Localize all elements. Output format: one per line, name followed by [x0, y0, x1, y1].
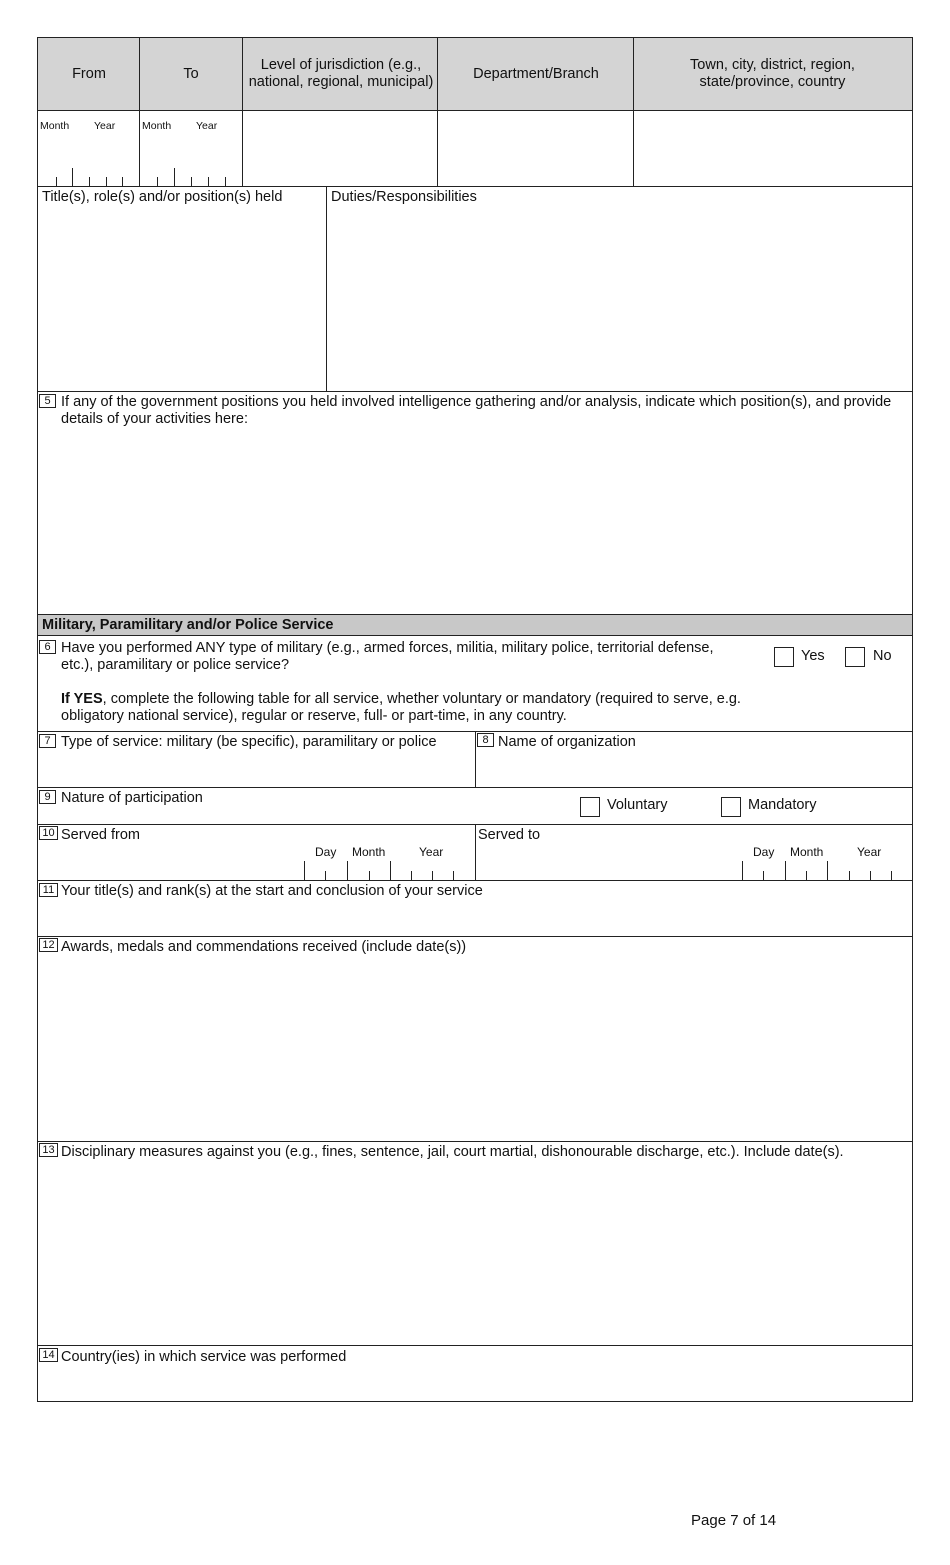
- jurisdiction-input[interactable]: [244, 112, 436, 185]
- header-department: Department/Branch: [473, 65, 599, 82]
- mandatory-label: Mandatory: [748, 797, 817, 813]
- header-from: From: [72, 65, 106, 82]
- q6-instructions-bold: If YES: [61, 691, 103, 707]
- q9-label: Nature of participation: [61, 790, 203, 806]
- served-from-day-label: Day: [315, 845, 337, 859]
- q14-label: Country(ies) in which service was performed: [61, 1349, 347, 1365]
- q12-input[interactable]: [39, 958, 911, 1140]
- q11-label: Your title(s) and rank(s) at the start and conclusion of your service: [61, 883, 483, 899]
- served-from-month-label: Month: [352, 845, 386, 859]
- department-input[interactable]: [439, 112, 632, 185]
- q14-input[interactable]: [39, 1368, 911, 1400]
- served-to-label: Served to: [478, 827, 541, 843]
- q6-yes-checkbox[interactable]: [774, 647, 794, 667]
- to-year-label: Year: [196, 120, 218, 132]
- mandatory-checkbox[interactable]: [721, 797, 741, 817]
- served-to-date-input[interactable]: [741, 860, 901, 880]
- q13-label: Disciplinary measures against you (e.g., fines, sentence, jail, court martial, dishonourable discharge, etc.). Include date(s).: [61, 1144, 844, 1160]
- q11-number: 11: [39, 883, 58, 897]
- voluntary-label: Voluntary: [607, 797, 668, 813]
- q8-number: 8: [477, 733, 494, 747]
- duties-input[interactable]: [328, 208, 910, 390]
- titles-label: Title(s), role(s) and/or position(s) held: [42, 189, 283, 205]
- q9-number: 9: [39, 790, 56, 804]
- from-month-label: Month: [40, 120, 70, 132]
- served-from-date-input[interactable]: [303, 860, 463, 880]
- q6-number: 6: [39, 640, 56, 654]
- to-month-label: Month: [142, 120, 172, 132]
- header-jurisdiction-level: Level of jurisdiction (e.g., national, regional, municipal): [248, 57, 434, 90]
- titles-input[interactable]: [39, 208, 324, 390]
- served-to-day-label: Day: [753, 845, 775, 859]
- q6-no-checkbox[interactable]: [845, 647, 865, 667]
- q6-no-label: No: [873, 648, 892, 664]
- served-from-label: Served from: [61, 827, 140, 843]
- q6-text: Have you performed ANY type of military (e.g., armed forces, militia, military police, territorial defense, etc.), paramilitary or police service?: [61, 640, 714, 673]
- q12-number: 12: [39, 938, 58, 952]
- served-to-year-label: Year: [857, 845, 882, 859]
- q11-input[interactable]: [39, 902, 911, 935]
- q6-instructions: [61, 691, 741, 725]
- q5-text: If any of the government positions you held involved intelligence gathering and/or analysis, indicate which position(s), and provide details of your activities here:: [61, 394, 892, 427]
- q7-number: 7: [39, 734, 56, 748]
- duties-label: Duties/Responsibilities: [331, 189, 477, 205]
- q7-label: Type of service: military (be specific), paramilitary or police: [61, 734, 437, 750]
- voluntary-checkbox[interactable]: [580, 797, 600, 817]
- q8-input[interactable]: [477, 752, 910, 786]
- q6-instructions-rest: , complete the following table for all service, whether voluntary or mandatory (required to serve, e.g. obligatory national service), regular or reserve, full- or part-time, in any country.: [61, 691, 741, 724]
- q10-number: 10: [39, 826, 58, 840]
- header-location: Town, city, district, region, state/province, country: [690, 57, 855, 90]
- served-to-month-label: Month: [790, 845, 824, 859]
- q5-input[interactable]: [39, 430, 911, 613]
- q13-input[interactable]: [39, 1163, 911, 1344]
- served-from-year-label: Year: [419, 845, 444, 859]
- q12-label: Awards, medals and commendations received (include date(s)): [61, 939, 467, 955]
- q5-number: 5: [39, 394, 56, 408]
- q8-label: Name of organization: [498, 734, 636, 750]
- header-to: To: [183, 65, 199, 82]
- from-year-label: Year: [94, 120, 116, 132]
- location-input[interactable]: [635, 112, 911, 185]
- q6-yes-label: Yes: [801, 648, 825, 664]
- q13-number: 13: [39, 1143, 58, 1157]
- q7-input[interactable]: [39, 752, 473, 786]
- page-number: Page 7 of 14: [691, 1512, 777, 1529]
- section-title: Military, Paramilitary and/or Police Service: [42, 617, 334, 633]
- q14-number: 14: [39, 1348, 58, 1362]
